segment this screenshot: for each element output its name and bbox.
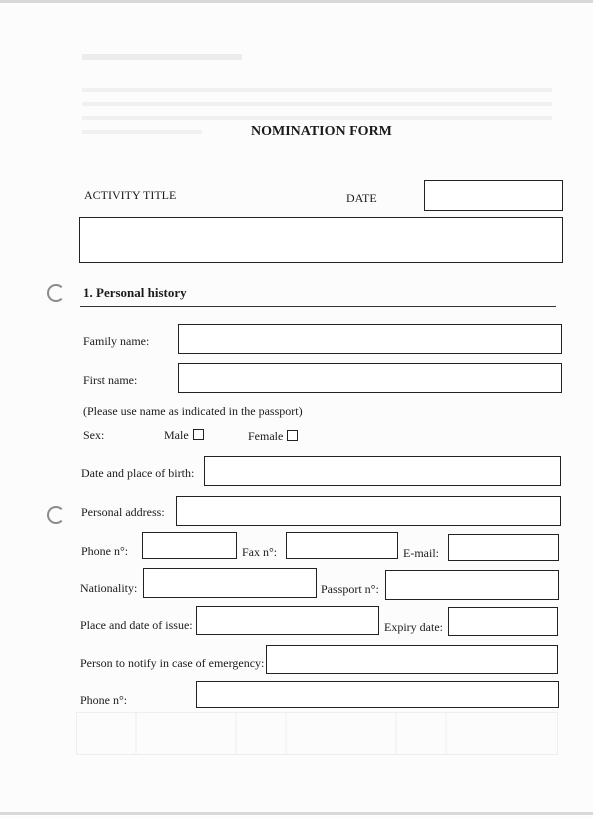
dob-field[interactable] bbox=[204, 456, 561, 486]
page-top-edge bbox=[0, 0, 593, 3]
section-personal-history-heading: 1. Personal history bbox=[83, 285, 187, 300]
punch-hole-bottom bbox=[47, 506, 65, 524]
male-checkbox[interactable] bbox=[193, 429, 204, 440]
female-label: Female bbox=[248, 429, 284, 443]
activity-title-field[interactable] bbox=[79, 217, 563, 263]
fax-field[interactable] bbox=[286, 532, 398, 559]
page-bottom-edge bbox=[0, 812, 593, 815]
first-name-label: First name: bbox=[83, 373, 138, 387]
activity-title-label: ACTIVITY TITLE bbox=[84, 188, 177, 202]
nationality-field[interactable] bbox=[143, 568, 317, 598]
expiry-label: Expiry date: bbox=[384, 620, 443, 634]
passport-name-note: (Please use name as indicated in the passport) bbox=[83, 404, 303, 418]
nationality-label: Nationality: bbox=[80, 581, 138, 595]
first-name-field[interactable] bbox=[178, 363, 562, 393]
phone-label: Phone n°: bbox=[81, 544, 129, 558]
address-field[interactable] bbox=[176, 496, 561, 526]
date-label: DATE bbox=[346, 191, 377, 205]
place-issue-field[interactable] bbox=[196, 606, 379, 635]
email-label: E-mail: bbox=[403, 546, 439, 560]
address-label: Personal address: bbox=[81, 505, 165, 519]
show-through-heading-mark bbox=[82, 50, 252, 64]
family-name-field[interactable] bbox=[178, 324, 562, 354]
date-field[interactable] bbox=[424, 180, 563, 211]
male-label: Male bbox=[164, 428, 189, 442]
place-issue-label: Place and date of issue: bbox=[80, 618, 193, 632]
dob-label: Date and place of birth: bbox=[81, 466, 195, 480]
fax-label: Fax n°: bbox=[242, 545, 278, 559]
form-title: NOMINATION FORM bbox=[251, 124, 392, 139]
phone-field[interactable] bbox=[142, 532, 237, 559]
passport-field[interactable] bbox=[385, 570, 559, 600]
section-divider bbox=[80, 306, 556, 307]
family-name-label: Family name: bbox=[83, 334, 150, 348]
emergency-contact-field[interactable] bbox=[266, 645, 558, 674]
sex-label: Sex: bbox=[83, 428, 105, 442]
emergency-phone-label: Phone n°: bbox=[80, 693, 128, 707]
female-checkbox[interactable] bbox=[287, 430, 298, 441]
show-through-heading bbox=[82, 50, 252, 68]
punch-hole-top bbox=[47, 284, 65, 302]
passport-label: Passport n°: bbox=[321, 582, 379, 596]
emergency-phone-field[interactable] bbox=[196, 681, 559, 708]
expiry-field[interactable] bbox=[448, 607, 558, 636]
email-field[interactable] bbox=[448, 534, 559, 561]
emergency-contact-label: Person to notify in case of emergency: bbox=[80, 656, 265, 670]
show-through-table bbox=[76, 712, 558, 756]
